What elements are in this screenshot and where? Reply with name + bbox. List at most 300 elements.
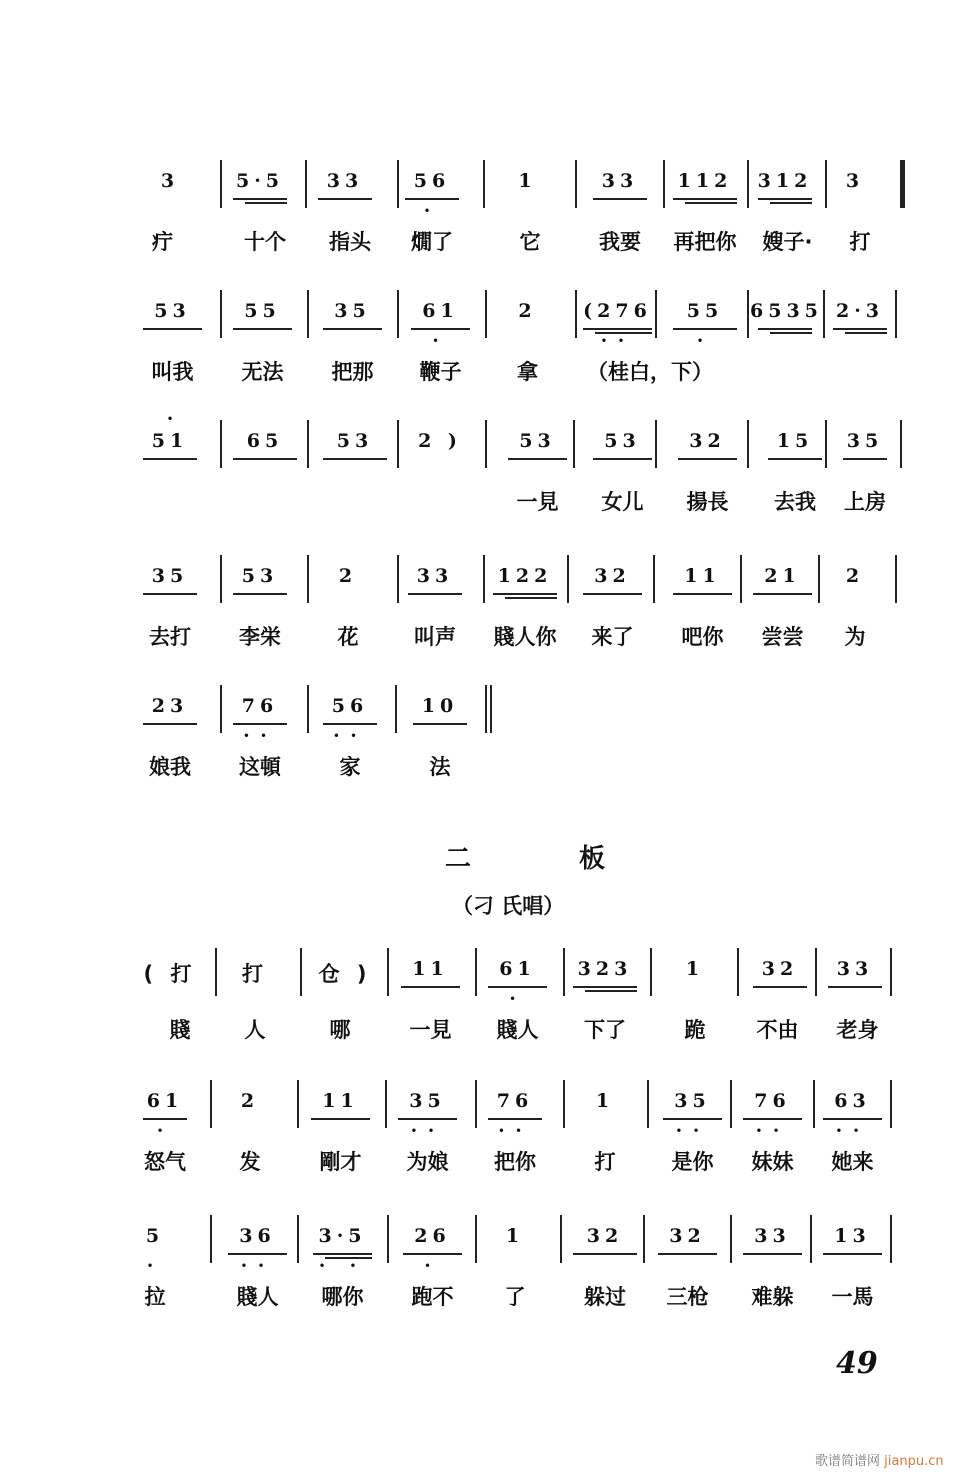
lyric: 賤人 [236,1285,279,1309]
measure-notes: 33 [836,958,874,980]
measure-notes: 32 [689,430,726,452]
measure-notes: ( 打 [143,962,197,986]
measure-notes: (276 [583,300,652,322]
lyric: 跪 [684,1018,706,1042]
measure-notes: 2 [338,565,358,587]
low-octave-dots: • [146,1259,164,1273]
barline [397,420,399,468]
notation-system [135,160,905,270]
underline-eighth [411,328,470,330]
measure-notes: 56 [413,170,451,192]
barline [307,555,309,603]
barline [397,290,399,338]
section-subtitle: （刁 氏唱） [452,894,565,918]
barline [650,948,652,996]
barline [397,160,399,208]
barline [215,948,217,996]
lyrics-row [135,486,905,526]
measure [480,948,555,1010]
lyrics-row [135,226,905,266]
measure-notes: 35 [846,430,884,452]
underline-eighth [413,723,467,725]
lyric: 哪你 [321,1285,364,1309]
barline [387,948,389,996]
measure [313,555,383,617]
underline-eighth [323,328,382,330]
barline [575,290,577,338]
underline-eighth [673,328,737,330]
measure-notes: 26 [414,1225,451,1247]
lyric: 打 [849,230,871,254]
measure-notes: 51 [151,430,189,452]
measure-notes: 2 ) [418,430,462,452]
measure [480,1215,550,1277]
measure [405,685,475,747]
lyric: 一馬 [831,1285,874,1309]
lyric: 是你 [671,1150,714,1174]
barline [387,1215,389,1263]
lyric: 难躲 [751,1285,794,1309]
lyric: 家 [339,755,361,779]
underline-eighth [743,1118,802,1120]
lyric: （桂白，下） [587,360,713,384]
measure-notes: 35 [409,1090,446,1112]
measure-notes: 35 [151,565,189,587]
lyric: 把那 [331,360,374,384]
final-double-barline [485,685,487,733]
measure-notes: 61 [499,958,536,980]
measure-notes: 55 [244,300,281,322]
watermark-url: jianpu.cn [884,1454,944,1469]
lyric: 躲过 [584,1285,626,1309]
underline-eighth [768,458,822,460]
underline-eighth [673,198,737,200]
underline-eighth [663,1118,722,1120]
barline [895,290,897,338]
underline-eighth [143,1118,187,1120]
measure-notes: 53 [519,430,556,452]
measure-notes: 53 [604,430,641,452]
underline-eighth [753,593,812,595]
barline [747,420,749,468]
measure [135,160,205,222]
lyric: 娘我 [149,755,191,779]
low-octave-dots: • • [318,1259,367,1273]
low-octave-dots: •• [410,1124,445,1138]
measure-notes: 63 [834,1090,871,1112]
barline [307,685,309,733]
measure [135,290,210,352]
measure [575,290,660,352]
measure [735,1215,810,1277]
lyric: 打 [594,1150,616,1174]
underline-eighth [143,328,202,330]
measure [585,420,660,482]
barline [890,1080,892,1128]
underline-eighth [405,198,459,200]
low-octave-dots: • [156,1124,174,1138]
lyric: 妹妹 [751,1150,794,1174]
notation-system [135,1215,905,1325]
measure-notes: 3 [160,170,180,192]
measure-notes: 2 [518,300,537,322]
measure-notes: 5·5 [235,170,285,192]
measure [565,948,645,1010]
lyric: 揚長 [686,490,729,514]
lyric: 跑不 [411,1285,454,1309]
underline-eighth [833,328,887,330]
measure-notes: 61 [422,300,459,322]
measure-notes: 3·5 [318,1225,367,1247]
measure-notes: 53 [336,430,374,452]
underline-eighth [823,1253,882,1255]
barline [220,555,222,603]
underline-eighth [593,198,647,200]
measure [303,1080,378,1142]
underline-eighth [593,458,652,460]
measure [760,420,830,482]
lyric: 花 [337,625,359,649]
notation-system [135,685,905,795]
measure [305,948,385,1010]
notation-system [135,555,905,665]
barline [567,555,569,603]
watermark-cn: 歌谱简谱网 [815,1454,881,1469]
measure [745,555,820,617]
low-octave-dots: •• [835,1124,870,1138]
measure-notes: 112 [677,170,733,192]
underline-eighth [403,1253,462,1255]
measure-notes: 1 [518,170,537,192]
barline [810,1215,812,1263]
measure-notes: 65 [246,430,284,452]
measure-notes: 33 [601,170,639,192]
measure [750,290,823,352]
barline [900,420,902,468]
lyric: 拉 [144,1285,166,1309]
measure-notes: 33 [326,170,364,192]
low-octave-dots: •• [600,334,635,348]
underline-eighth [143,723,197,725]
measure-notes: 2 [240,1090,260,1112]
measure [490,290,565,352]
lyric: 燗了 [411,230,453,254]
barline [385,1080,387,1128]
lyric: 老身 [836,1018,879,1042]
notes-row [135,160,905,222]
measure-notes: 11 [412,958,449,980]
measure-notes: 33 [754,1225,791,1247]
measure-notes: 56 [331,695,369,717]
barline [890,1215,892,1263]
lyric: 十个 [244,230,286,254]
measure-notes: 76 [754,1090,791,1112]
measure-notes: 2 [845,565,865,587]
barline [747,290,749,338]
barline [653,555,655,603]
barline [220,420,222,468]
measure-notes: 打 [242,962,268,986]
high-octave-dot: • [166,412,174,426]
barline [890,948,892,996]
measure-notes: 1 [505,1225,525,1247]
measure [500,420,575,482]
underline-sixteenth [585,990,637,992]
barline [740,555,742,603]
lyrics-row [135,1281,905,1321]
measure [135,1080,195,1142]
barline [560,1215,562,1263]
measure [825,290,895,352]
measure-notes: 35 [674,1090,711,1112]
measure [480,1080,550,1142]
barline [818,555,820,603]
measure [745,948,815,1010]
barline [647,1080,649,1128]
barline [655,290,657,338]
lyric: 无法 [241,360,284,384]
lyric: 来了 [591,625,634,649]
underline-eighth [143,593,197,595]
measure [135,948,205,1010]
lyric: 为娘 [406,1150,449,1174]
measure [665,160,745,222]
low-octave-dots: • [431,334,450,348]
underline-eighth [408,593,462,595]
lyric: 李栄 [239,625,281,649]
underline-eighth [658,1253,717,1255]
measure [575,555,650,617]
underline-eighth [758,328,812,330]
barline [730,1080,732,1128]
measure-notes: 13 [834,1225,871,1247]
barline [485,290,487,338]
measure-notes: 53 [241,565,279,587]
underline-sixteenth [770,202,812,204]
barline [475,948,477,996]
lyrics-row [135,621,905,661]
measure [305,1215,380,1277]
lyric: 这頓 [239,755,281,779]
measure [225,555,295,617]
measure [565,1215,645,1277]
measure [390,1080,465,1142]
measure [485,555,565,617]
measure-notes: 1 [595,1090,615,1112]
measure-notes: 21 [764,565,801,587]
lyrics-row [135,1146,905,1186]
low-octave-dots: • [508,992,527,1006]
lyric: 去打 [149,625,191,649]
measure-notes: 32 [761,958,799,980]
measure-notes: 1 [685,958,705,980]
measure [670,420,745,482]
barline [297,1080,299,1128]
measure [655,1080,730,1142]
measure [315,420,395,482]
low-octave-dots: • [423,1259,442,1273]
underline-eighth [573,1253,637,1255]
lyric: 叫我 [151,360,194,384]
lyric: 哪 [329,1018,351,1042]
measure [315,685,385,747]
underline-eighth [313,1253,372,1255]
measure [220,948,290,1010]
underline-eighth [583,328,652,330]
barline [475,1215,477,1263]
lyrics-row [135,1014,905,1054]
measure [225,160,295,222]
lyric: 叫声 [414,625,456,649]
lyric: 賤 [169,1018,191,1042]
notes-row [135,948,905,1010]
barline [643,1215,645,1263]
barline [575,160,577,208]
barline [563,1080,565,1128]
lyric: 人 [244,1018,266,1042]
measure [825,555,885,617]
barline [815,948,817,996]
lyric: 賤人 [496,1018,539,1042]
measure [735,1080,810,1142]
underline-eighth [843,458,887,460]
measure-notes: 15 [776,430,814,452]
underline-eighth [493,593,557,595]
underline-eighth [233,198,287,200]
measure [815,1080,890,1142]
lyrics-row [135,356,905,396]
lyric: 为 [844,625,866,649]
lyric: 去我 [774,490,816,514]
measure-notes: 323 [577,958,633,980]
measure [565,1080,645,1142]
measure [655,948,735,1010]
barline [475,1080,477,1128]
low-octave-dots: •• [240,1259,275,1273]
lyric: 尝尝 [761,625,804,649]
measure [665,555,740,617]
measure [135,412,205,482]
lyric: 下了 [584,1018,626,1042]
lyric: 剛才 [319,1150,362,1174]
barline [220,290,222,338]
measure [215,1080,285,1142]
measure [585,160,655,222]
barline [305,160,307,208]
lyric: 鞭子 [419,360,462,384]
notation-system [135,412,905,530]
underline-eighth [233,458,297,460]
measure [815,1215,890,1277]
barline [485,420,487,468]
measure [400,420,480,482]
underline-eighth [828,986,882,988]
measure [225,685,295,747]
barline [747,160,749,208]
lyric: 嫂子· [762,230,813,254]
measure [135,555,205,617]
lyric: 她来 [831,1150,874,1174]
measure [820,948,890,1010]
underline-eighth [233,328,292,330]
lyric: 三枪 [666,1285,709,1309]
barline [483,160,485,208]
notation-system [135,290,905,400]
notes-row [135,1080,905,1142]
barline [825,160,827,208]
barline [210,1080,212,1128]
measure-notes: 10 [421,695,459,717]
underline-eighth [233,723,287,725]
measure-notes: 36 [239,1225,276,1247]
measure-notes: 23 [151,695,189,717]
notes-row [135,685,905,747]
barline [813,1080,815,1128]
underline-eighth [398,1118,457,1120]
lyric: 再把你 [673,230,737,254]
measure-notes: 76 [241,695,279,717]
lyrics-row [135,751,905,791]
underline-sixteenth [845,332,887,334]
barline [483,555,485,603]
measure [225,290,300,352]
underline-eighth [753,986,807,988]
lyric: 女儿 [601,490,644,514]
low-octave-dots: •• [332,729,368,743]
measure-notes: 3 [845,170,865,192]
barline [220,160,222,208]
measure-notes: 32 [586,1225,624,1247]
barline [300,948,302,996]
measure-notes: 仓 ) [318,962,372,986]
underline-eighth [311,1118,370,1120]
barline [663,160,665,208]
underline-sixteenth [505,597,557,599]
watermark [815,1450,944,1469]
lyric: 它 [519,230,541,254]
underline-eighth [823,1118,882,1120]
underline-sixteenth [245,202,287,204]
lyric: 发 [239,1150,261,1174]
measure-notes: 6535 [750,300,823,322]
measure [403,290,478,352]
underline-sixteenth [770,332,812,334]
lyric: 拿 [517,360,538,384]
underline-sixteenth [685,202,737,204]
lyric: 法 [429,755,451,779]
measure-notes: 55 [686,300,724,322]
lyric: 一見 [409,1018,452,1042]
measure-notes: 35 [334,300,371,322]
measure [665,290,745,352]
section-title-left: 二 [445,844,472,874]
underline-eighth [758,198,812,200]
underline-eighth [143,458,197,460]
measure [395,1215,470,1277]
notes-row [135,1215,905,1277]
lyric: 不由 [756,1018,799,1042]
measure [825,160,885,222]
underline-eighth [678,458,737,460]
measure-notes: 61 [146,1090,184,1112]
barline [210,1215,212,1263]
lyric: 疔 [152,230,173,254]
measure-notes: 312 [757,170,813,192]
barline [573,420,575,468]
measure-notes: 53 [154,300,191,322]
measure [835,420,895,482]
barline [825,420,827,468]
